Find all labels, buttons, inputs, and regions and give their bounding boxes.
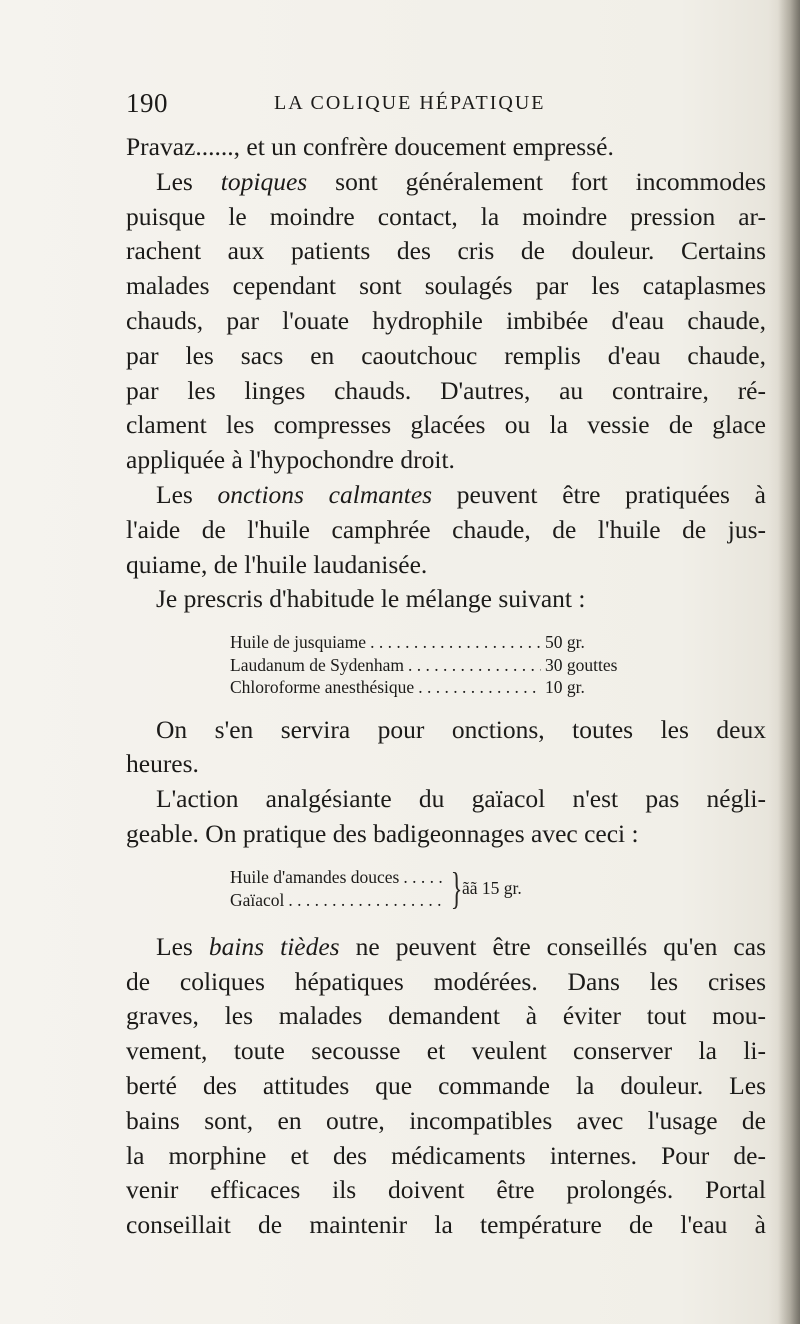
text-run: Les — [156, 931, 209, 961]
ingredient-name: Huile d'amandes douces — [230, 866, 400, 887]
text-line: l'aide de l'huile camphrée chaude, de l'huile de jus- — [126, 514, 766, 544]
ingredient-name: Huile de jusquiame — [230, 632, 367, 653]
text-line: graves, les malades demandent à éviter tout mou- — [126, 1001, 766, 1031]
text-line: On s'en servira pour onctions, toutes les deux — [156, 714, 766, 744]
text-line: L'action analgésiante du gaïacol n'est pas négli- — [156, 784, 766, 814]
text-line: geable. On pratique des badigeonnages avec ceci : — [126, 819, 639, 849]
text-line: la morphine et des médicaments internes. Pour de- — [126, 1140, 766, 1170]
text-line: de coliques hépatiques modérées. Dans les crises — [126, 966, 766, 996]
spacer — [126, 916, 766, 930]
text-line: venir efficaces ils doivent être prolongés. Portal — [126, 1175, 766, 1205]
mixture-quantity: ãã 15 gr. — [462, 877, 522, 898]
text-line: rachent aux patients des cris de douleur. Certains — [126, 236, 766, 266]
text-line: malades cependant sont soulagés par les cataplasmes — [126, 271, 766, 301]
leader-dots — [288, 889, 446, 912]
text-line: heures. — [126, 749, 199, 779]
text-run: Les — [156, 166, 221, 196]
text-run: peuvent être pratiquées à — [432, 479, 766, 509]
emphasis-topiques: topiques — [220, 166, 308, 196]
text-line: quiame, de l'huile laudanisée. — [126, 549, 428, 579]
text-line: clament les compresses glacées ou la vessie de glace — [126, 410, 766, 440]
text-line: par les linges chauds. D'autres, au contraire, ré- — [126, 375, 766, 405]
page-edge-shadow — [778, 0, 800, 1324]
text-line: par les sacs en caoutchouc remplis d'eau chaude, — [126, 340, 766, 370]
text-line: puisque le moindre contact, la moindre pression ar- — [126, 201, 766, 231]
ingredient-name: Laudanum de Sydenham — [230, 654, 404, 675]
ingredient-name: Chloroforme anesthésique — [230, 677, 415, 698]
prescription-row — [230, 631, 640, 654]
text-line: conseillait de maintenir la température de l'eau à — [126, 1210, 766, 1240]
text-run: sont généralement fort incommodes — [307, 166, 766, 196]
text-line: chauds, par l'ouate hydrophile imbibée d'eau chaude, — [126, 305, 766, 335]
paragraph-topiques-first-line — [126, 165, 766, 200]
mixture-row — [230, 866, 450, 889]
text-line: Pravaz......, et un confrère doucement empressé. — [126, 132, 614, 161]
prescription-row — [230, 654, 640, 677]
leader-dots — [418, 676, 541, 699]
mixture-formula — [230, 863, 530, 916]
leader-dots — [403, 866, 446, 889]
text-run: Les — [156, 479, 218, 509]
emphasis-bains-tiedes: bains tièdes — [208, 931, 340, 961]
ingredient-quantity: 10 gr. — [545, 677, 585, 698]
body-text — [126, 130, 766, 1243]
leader-dots — [408, 654, 541, 677]
page-header — [126, 88, 766, 122]
paragraph-bains-first-line — [126, 930, 766, 965]
ingredient-name: Gaïacol — [230, 889, 285, 910]
text-run: ne peuvent être conseillés qu'en cas — [339, 931, 766, 961]
mixture-row — [230, 889, 450, 912]
prescription-row — [230, 676, 640, 699]
running-title: LA COLIQUE HÉPATIQUE — [274, 92, 546, 114]
page-number: 190 — [126, 88, 168, 118]
text-line: bains sont, en outre, incompatibles avec l'usage de — [126, 1105, 766, 1135]
spacer — [126, 852, 766, 866]
ingredient-quantity: 50 gr. — [545, 632, 585, 653]
prescription-list — [230, 631, 640, 699]
spacer — [126, 617, 766, 631]
ingredient-quantity: 30 gouttes — [545, 654, 618, 675]
leader-dots — [370, 631, 541, 654]
emphasis-onctions-calmantes: onctions calmantes — [217, 479, 433, 509]
paragraph-onctions-first-line — [126, 478, 766, 513]
text-line: Je prescris d'habitude le mélange suivant : — [156, 584, 586, 614]
text-line: appliquée à l'hypochondre droit. — [126, 445, 455, 475]
text-line: berté des attitudes que commande la douleur. Les — [126, 1071, 766, 1101]
brace-symbol: } — [450, 863, 463, 913]
text-line: vement, toute secousse et veulent conserver la li- — [126, 1036, 766, 1066]
spacer — [126, 699, 766, 713]
